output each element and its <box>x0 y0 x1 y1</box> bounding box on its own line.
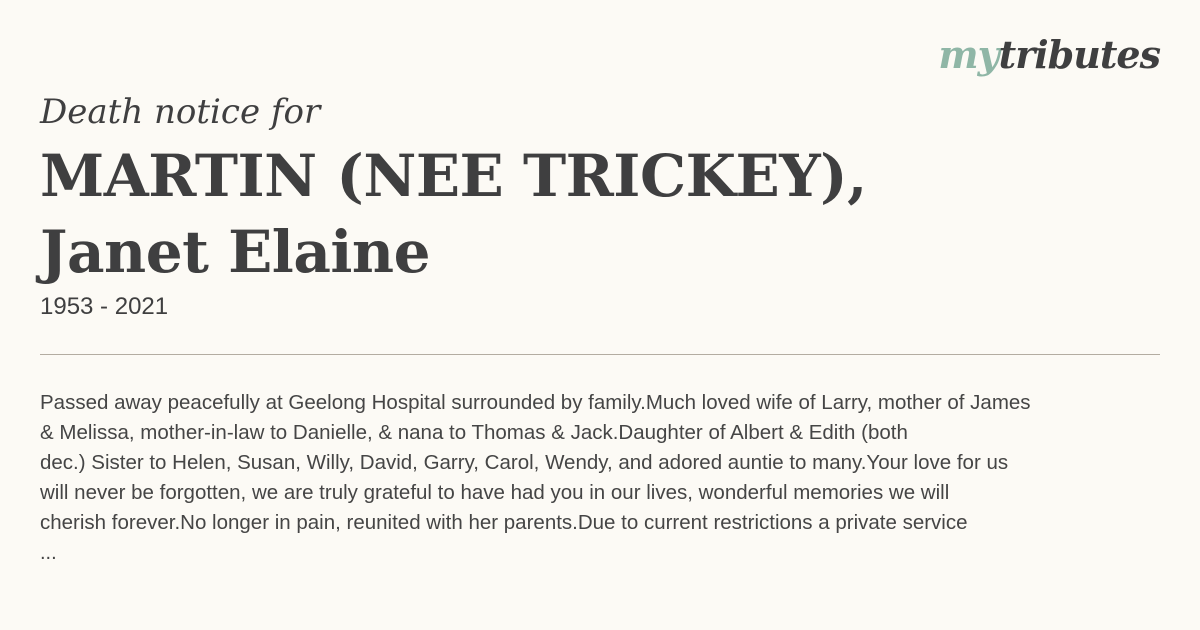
notice-intro: Death notice for <box>40 92 321 132</box>
deceased-given-names: Janet Elaine <box>40 218 431 286</box>
notice-line: cherish forever.No longer in pain, reunited with her parents.Due to current restrictions a private service <box>40 511 968 534</box>
logo-tributes-text: tributes <box>998 32 1160 77</box>
notice-line: dec.) Sister to Helen, Susan, Willy, David, Garry, Carol, Wendy, and adored auntie to many.Your love for us <box>40 451 1009 474</box>
notice-line: Passed away peacefully at Geelong Hospital surrounded by family.Much loved wife of Larry, mother of James <box>40 391 1031 414</box>
notice-text <box>40 388 1130 538</box>
deceased-name <box>40 138 1040 290</box>
logo-my-text: my <box>938 32 999 77</box>
mytributes-logo[interactable] <box>938 32 1160 77</box>
deceased-surname: MARTIN (NEE TRICKEY), <box>40 142 867 210</box>
life-dates: 1953 - 2021 <box>40 293 169 320</box>
notice-line: & Melissa, mother-in-law to Danielle, & nana to Thomas & Jack.Daughter of Albert & Edith (both <box>40 421 908 444</box>
truncation-ellipsis: ... <box>40 542 57 564</box>
notice-line: will never be forgotten, we are truly grateful to have had you in our lives, wonderful memories we will <box>40 481 950 504</box>
divider <box>40 354 1160 355</box>
